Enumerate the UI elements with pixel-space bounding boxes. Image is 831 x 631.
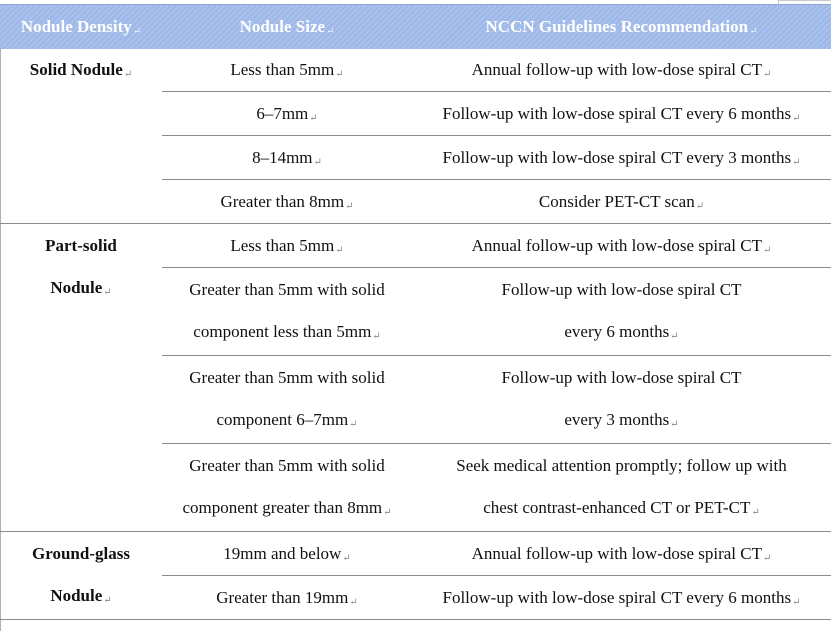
header-nodule-size: Nodule Size↵ — [239, 17, 335, 37]
cell-text: Annual follow-up with low-dose spiral CT — [471, 60, 762, 79]
cell-line — [412, 542, 831, 566]
size-cell — [162, 92, 412, 136]
size-cell — [162, 48, 412, 92]
paragraph-mark: ↵ — [349, 419, 358, 430]
cell-line — [162, 278, 412, 302]
cell-line — [412, 408, 831, 432]
paragraph-mark: ↵ — [763, 69, 772, 80]
cell-line — [412, 496, 831, 520]
size-cell — [162, 224, 412, 268]
recommendation-cell — [412, 356, 831, 444]
size-cell — [162, 180, 412, 224]
cell-line — [412, 146, 831, 170]
cell-text: component less than 5mm — [193, 322, 372, 341]
paragraph-mark: ↵ — [792, 597, 801, 608]
cell-text: component greater than 8mm — [182, 498, 383, 517]
paragraph-mark: ↵ — [103, 287, 112, 298]
cell-text: Less than 5mm — [230, 236, 335, 255]
cell-text: Greater than 5mm with solid — [189, 280, 385, 299]
cell-line — [412, 366, 831, 390]
paragraph-mark: ↵ — [763, 245, 772, 256]
row-divider — [0, 619, 831, 620]
cell-text: Follow-up with low-dose spiral CT every 3 months — [442, 148, 792, 167]
cell-text: Follow-up with low-dose spiral CT every 6 months — [442, 588, 792, 607]
recommendation-cell — [412, 444, 831, 532]
cell-text: Annual follow-up with low-dose spiral CT — [471, 236, 762, 255]
paragraph-mark: ↵ — [335, 245, 344, 256]
cell-line — [412, 278, 831, 302]
cell-line — [412, 454, 831, 478]
density-line-1 — [0, 234, 162, 258]
cell-line — [412, 190, 831, 214]
cell-text: Less than 5mm — [230, 60, 335, 79]
cell-text: 6–7mm — [256, 104, 309, 123]
cell-text: Seek medical attention promptly; follow up with — [456, 456, 787, 475]
density-text: Nodule — [50, 278, 103, 297]
cell-line — [412, 58, 831, 82]
paragraph-mark: ↵ — [763, 553, 772, 564]
paragraph-mark: ↵ — [670, 331, 679, 342]
cell-line — [162, 366, 412, 390]
recommendation-cell — [412, 180, 831, 224]
cell-text: Annual follow-up with low-dose spiral CT — [471, 544, 762, 563]
paragraph-mark: ↵ — [695, 201, 705, 212]
cell-text: Follow-up with low-dose spiral CT — [501, 368, 742, 387]
paragraph-mark: ↵ — [309, 113, 318, 124]
cell-text: Greater than 19mm — [216, 588, 349, 607]
paragraph-mark: ↵ — [342, 553, 351, 564]
density-text: Nodule — [50, 586, 103, 605]
cell-line — [162, 454, 412, 478]
header-nodule-density: Nodule Density↵ — [20, 17, 142, 37]
cell-line — [412, 586, 831, 610]
cell-text: 19mm and below — [223, 544, 342, 563]
cell-text: 8–14mm — [252, 148, 313, 167]
size-cell — [162, 268, 412, 356]
paragraph-mark: ↵ — [751, 507, 760, 518]
recommendation-cell — [412, 48, 831, 92]
cell-line — [162, 234, 412, 258]
density-text: Part-solid — [45, 236, 117, 255]
paragraph-mark: ↵ — [349, 597, 358, 608]
cell-text: chest contrast-enhanced CT or PET-CT — [483, 498, 751, 517]
cell-line — [412, 102, 831, 126]
cell-text: Greater than 5mm with solid — [189, 456, 385, 475]
density-line-2 — [0, 584, 162, 608]
paragraph-mark: ↵ — [792, 157, 801, 168]
density-line-2 — [0, 276, 162, 300]
cell-line — [412, 320, 831, 344]
recommendation-cell — [412, 92, 831, 136]
paragraph-mark: ↵ — [792, 113, 801, 124]
table-header — [0, 4, 831, 49]
paragraph-mark: ↵ — [372, 331, 381, 342]
recommendation-cell — [412, 532, 831, 576]
cell-text: component 6–7mm — [216, 410, 349, 429]
cell-text: every 3 months — [564, 410, 670, 429]
size-cell — [162, 576, 412, 620]
size-cell — [162, 136, 412, 180]
paragraph-mark: ↵ — [335, 69, 344, 80]
size-cell — [162, 532, 412, 576]
cell-text: Follow-up with low-dose spiral CT — [501, 280, 742, 299]
cell-line — [162, 408, 412, 432]
paragraph-mark: ↵ — [313, 157, 322, 168]
density-line-1 — [0, 542, 162, 566]
cell-text: Greater than 5mm with solid — [189, 368, 385, 387]
cell-line — [162, 102, 412, 126]
cell-line — [162, 320, 412, 344]
cell-text: Greater than 8mm — [220, 192, 345, 211]
cell-text: Consider PET-CT scan — [538, 192, 695, 211]
cell-line — [162, 146, 412, 170]
size-cell — [162, 444, 412, 532]
recommendation-cell — [412, 268, 831, 356]
cell-line — [162, 58, 412, 82]
density-text: Ground-glass — [32, 544, 130, 563]
cell-text: Follow-up with low-dose spiral CT every 6 months — [442, 104, 792, 123]
paragraph-mark: ↵ — [383, 507, 392, 518]
size-cell — [162, 356, 412, 444]
paragraph-mark: ↵ — [123, 69, 133, 80]
cell-line — [412, 234, 831, 258]
density-line-1 — [0, 58, 162, 82]
recommendation-cell — [412, 224, 831, 268]
header-recommendation: NCCN Guidelines Recommendation↵ — [485, 17, 758, 37]
paragraph-mark: ↵ — [103, 595, 112, 606]
recommendation-cell — [412, 576, 831, 620]
recommendation-cell — [412, 136, 831, 180]
density-text: Solid Nodule — [29, 60, 123, 79]
cell-line — [162, 190, 412, 214]
cell-line — [162, 496, 412, 520]
cell-line — [162, 542, 412, 566]
paragraph-mark: ↵ — [345, 201, 354, 212]
paragraph-mark: ↵ — [670, 419, 679, 430]
cell-line — [162, 586, 412, 610]
cell-text: every 6 months — [564, 322, 670, 341]
